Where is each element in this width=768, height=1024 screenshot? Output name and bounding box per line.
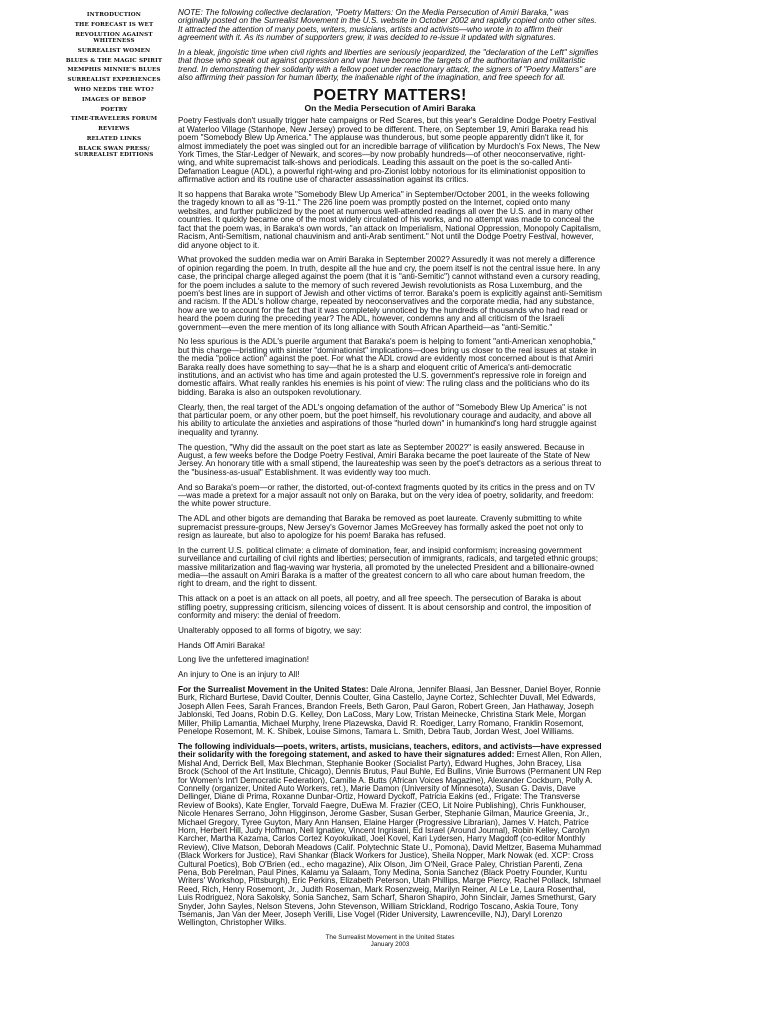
article-paragraph: Unalterably opposed to all forms of bigotry, we say: [178,625,362,635]
sidebar-item-poetry[interactable]: POETRY [100,106,128,113]
sidebar-item-wto[interactable]: WHO NEEDS THE WTO? [74,86,154,93]
intro-note: NOTE: The following collective declaration, "Poetry Matters: On the Media Persecution of Amiri Baraka," was originally posted on the Surrealist Movement in the U.S. website in October 2002 and rapidly copied onto other sites. It attracted the attention of many poets, writers, musicians, artists and activists—who wrote in to affirm their agreement with it. As its number of supporters grew, it was decided to re-issue it updated with signatures. [178,8,597,43]
article-paragraph: It so happens that Baraka wrote "Somebody Blew Up America" in September/October 2001, in the weeks following the tragedy known to all as "9-11." The 226 line poem was promptly posted on the Internet, copied onto many websites, and further publicized by the poet at numerous well-attended readings all over the U.S. and in many other countries. It quickly became one of the most widely circulated of his works, and no attempt was made to conceal the fact that the poem was, in Baraka's own words, "an attack on Imperialism, National Oppression, Monopoly Capitalism, Racism, Anti-Semitism, national chauvinism and anti-Arab sentiment." Not until the Dodge Poetry Festival, however, did anyone object to it. [178,190,602,250]
article-paragraph: The question, "Why did the assault on the poet start as late as September 2002?" is easily answered. Because in August, a few weeks before the Dodge Poetry Festival, Amiri Baraka became the poet laureate of the State of New Jersey. An honorary title with a small stipend, the laureateship was seen by the poet's detractors as a serious threat to the "business-as-usual" Establishment. It was evidently way too much. [178,442,602,477]
article-paragraph: What provoked the sudden media war on Amiri Baraka in September 2002? Assuredly it was not merely a difference of opinion regarding the poem. In truth, despite all the hue and cry, the poem itself is not the central issue here. In any case, the principal charge alleged against the poem (that it is "anti-Semitic") cannot withstand even a cursory reading, for the poem includes a salute to the memory of such revered Jewish revolutionists as Rosa Luxemburg, and the poem's best lines are in support of Jewish and other victims of terror. Baraka's poem is explicitly against anti-Semitism and racism. If the ADL's hollow charge, repeated by neoconservatives and the corporate media, had any substance, how are we to account for the fact that it was completely unnoticed by the hundreds of thousands who had read or heard the poem during the preceding year? The ADL, however, condemns any and all criticism of the Israeli government—even the mere mention of its long alliance with South African Apartheid—as "anti-Semitic." [178,255,602,332]
signatures-group-1 [178,686,602,736]
signatures-heading: The following individuals—poets, writers, artists, musicians, teachers, editors, and activists—have expressed their solidarity with the foregoing statement, and asked to have their signatures added: [178,741,602,760]
sidebar-item-introduction[interactable]: INTRODUCTION [86,12,142,18]
signatures-group-2 [178,743,602,928]
sidebar-item-blues[interactable]: BLUES & THE MAGIC SPIRIT [65,57,163,64]
signatures-names: Ernest Allen, Ron Allen, Mishal And, Derrick Bell, Max Blechman, Stephanie Booker (Socialist Party), Edward Hughes, John Bracey, Lisa Brock (School of the Art Institute, Chicago), Dennis Brutus, Paul Buhle, Ed Bullins, Vinie Burrows (Permanent UN Rep for Women's Int'l Democratic Federation), Camille A. Butts (African Voices Magazine), Alexander Cockburn, Polly A. Connelly (organizer, United Auto Workers, ret.), Marie Damon (University of Minnesota), Susan G. Davis, Dave Dellinger, Diane di Prima, Roxanne Dunbar-Ortiz, Howard Dyckoff, Patricia Eakins (ed., Frigate: The Transverse Review of Books), Kate Engler, Torvald Faegre, DuEwa M. Frazier (CEO, Lit Noire Publishing), Chris Funkhouser, Nicole Henares Serrano, John Higginson, Jerome Gasber, Susan Gerber, Stephanie Gilman, Maurice Greenia, Jr., Michael Gregory, Tyree Guyton, Mary Ann Hansen, Elaine Harger (Progressive Librarian), James V. Hatch, Patrice Horn, Herbert Hill, Judy Hoffman, Nell Ignatiev, Vincent Ingrisani, Ed Israel (Around Journal), Robin Kelley, Carolyn Karcher, Martha Kazama, Carlos Cortez Koyokuikatl, Joel Kovel, Kari Lydersen, Harry Magdoff (co-editor Monthly Review), Clive Matson, Deborah Meadows (Calif. Polytechnic State U., Pomona), David Meltzer, Basema Muhammad (Black Workers for Justice), Ravi Shankar (Black Workers for Justice), Sheila Nopper, Mark Nowak (ed. XCP: Cross Cultural Poetics), Bob O'Brien (ed., echo magazine), Alix Olson, Jim O'Neil, Grace Paley, Christian Parenti, Zena Pena, Bob Perelman, Paul Pines, Kalamu ya Salaam, Tony Medina, Sonia Sanchez (Black Poetry Founder, Kuntu Writers' Workshop, Pittsburgh), Eric Perkins, Elizabeth Peterson, Utah Phillips, Marge Piercy, Rachel Pollack, Ishmael Reed, Rich, Henry Rosemont, Jr., Judith Roseman, Mark Rosenzweig, Marilyn Reiner, Al Le Le, Laura Rosenthal, Luis Rodriguez, Nora Sakolsky, Sonia Sanchez, Sam Scharf, Sharon Shapiro, John Sinclair, James Smethurst, Gary Snyder, John Sayles, Nelson Stevens, John Stevenson, William Strickland, Rodrigo Toscano, Askia Toure, Tony Tsemanis, Jan Van der Meer, Joseph Verilli, Lise Vogel (Rider University, Lawrenceville, NJ), Daryl Lorenzo Wellington, Christopher Wilks. [178,750,602,928]
article-paragraph: Clearly, then, the real target of the ADL's ongoing defamation of the author of "Somebody Blew Up America" is not that particular poem, or any other poem, but the poet himself, his revolutionary courage and audacity, and above all his ability to articulate the anxieties and aspirations of those "hurled down" in humankind's long hard struggle against inequality and tyranny. [178,402,597,437]
slogan: An injury to One is an injury to All! [178,670,300,680]
signatures-heading: For the Surrealist Movement in the United States: [178,685,369,695]
sidebar-item-time-travelers[interactable]: TIME-TRAVELERS FORUM [70,116,158,123]
article-paragraph: The ADL and other bigots are demanding that Baraka be removed as poet laureate. Cravenly submitting to white supremacist pressure-groups, New Jersey's Governor James McGreevey has formally asked the poet not only to resign as laureate, but also to apologize for his poem! Baraka has refused. [178,514,584,541]
sidebar-item-reviews[interactable]: REVIEWS [98,126,130,133]
sidebar-item-black-swan-press[interactable]: BLACK SWAN PRESS/ SURREALIST EDITIONS [74,145,154,159]
sidebar-nav [58,12,170,162]
sidebar-item-related-links[interactable]: RELATED LINKS [86,135,142,142]
slogan: Hands Off Amiri Baraka! [178,640,266,650]
sidebar-item-forecast[interactable]: THE FORECAST IS WET [74,21,154,28]
sidebar-item-revolution[interactable]: REVOLUTION AGAINST WHITENESS [75,31,153,44]
slogan: Long live the unfettered imagination! [178,655,309,665]
main-content [178,9,602,948]
intro-paragraph: In a bleak, jingoistic time when civil rights and liberties are seriously jeopardized, the "declaration of the Left" signifies that those who speak out against oppression and war have become the targets of the authoritarian and militaristic trend. In demonstrating their solidarity with a fellow poet under reactionary attack, the signers of "Poetry Matters" are also affirming their passion for human liberty, the inalienable right of the imagination, and free speech for all. [178,48,599,83]
article-paragraph: Poetry Festivals don't usually trigger hate campaigns or Red Scares, but this year's Geraldine Dodge Poetry Festival at Waterloo Village (Stanhope, New Jersey) proved to be different. There, on September 19, Amiri Baraka read his poem "Somebody Blew Up America." The applause was thunderous, but some people apparently didn't like it, for almost immediately the poet was singled out for an incredible barrage of vilification by Murdoch's Fox News, The New York Times, the Star-Ledger of Newark, and scores—by now probably hundreds—of other neoconservative, right-wing, and white supremacist talk-shows and periodicals. Leading this assault on the poet is the so-called Anti-Defamation League (ADL), a powerful right-wing and pro-Zionist lobby notorious for its eliminationist opposition to affirmative action and its routine use of character assassination against its critics. [178,116,600,185]
sidebar-item-memphis-minnie[interactable]: MEMPHIS MINNIE'S BLUES [67,67,161,74]
footer-organization: The Surrealist Movement in the United States [325,934,455,942]
page-footer [178,934,602,948]
sidebar-item-experiences[interactable]: SURREALIST EXPERIENCES [67,77,161,84]
sidebar-item-surrealist-women[interactable]: SURREALIST WOMEN [77,47,151,54]
signatures-names: Dale Alrona, Jennifer Blaasi, Jan Bessner, Daniel Boyer, Ronnie Burk, Richard Burtese, David Coulter, Dennis Coulter, Gina Castello, Jayne Cortez, Schlechter Duvall, Mel Edwards, Joseph Allen Fees, Sarah Frances, Brandon Freels, Beth Garon, Paul Garon, Robert Green, Jan Hathaway, Joseph Jablonski, Ted Joans, Robin D.G. Kelley, Don LaCoss, Mary Low, Tristan Meinecke, Christina Stark Mele, Morgan Miller, Philip Lamantia, Michael Murphy, Irene Plazewska, David R. Roediger, Larry Romano, Franklin Rosemont, Penelope Rosemont, M. K. Shibek, Louise Simons, Tamara L. Smith, Debra Taub, Jordan West, Joel Williams. [178,685,601,737]
article-paragraph: In the current U.S. political climate: a climate of domination, fear, and insipid conformism; increasing government surveillance and curtailing of civil rights and liberties; persecution of immigrants, radicals, and targeted ethnic groups; massive militarization and flag-waving war hysteria, all promoted by the unelected President and a billionaire-owned media—the assault on Amiri Baraka is a matter of the greatest concern to all who care about human freedom, the right to dream, and the right to dissent. [178,545,599,589]
page-subtitle: On the Media Persecution of Amiri Baraka [304,103,476,114]
sidebar-item-bebop[interactable]: IMAGES OF BEBOP [81,96,147,103]
article-paragraph: And so Baraka's poem—or rather, the distorted, out-of-context fragments quoted by its critics in the press and on TV—was made a pretext for a major assault not only on Baraka, but on the very idea of poetry, solidarity, and freedom: the white power structure. [178,482,595,509]
article-paragraph: This attack on a poet is an attack on all poets, all poetry, and all free speech. The persecution of Baraka is about stifling poetry, suppressing criticism, silencing voices of dissent. It is about censorship and control, the imposition of conformity and misery: the denial of freedom. [178,594,592,621]
page-title: POETRY MATTERS! [313,87,467,105]
article-paragraph: No less spurious is the ADL's puerile argument that Baraka's poem is helping to foment "anti-American xenophobia," but this charge—bristling with sinister "dominationist" implications—does bring us closer to the real issues at stake in the media "police action" against the poet. For what the ADL crowd are evidently most concerned about is that Amiri Baraka really does have something to say—that he is a sharp and eloquent critic of America's anti-democratic institutions, and an activist who has time and again protested the U.S. government's repressive role in foreign and domestic affairs. What really rankles his enemies is his point of view: The ruling class and the politicians who do its bidding. Baraka is also an outspoken revolutionary. [178,337,597,397]
footer-date: January 2003 [370,941,410,949]
